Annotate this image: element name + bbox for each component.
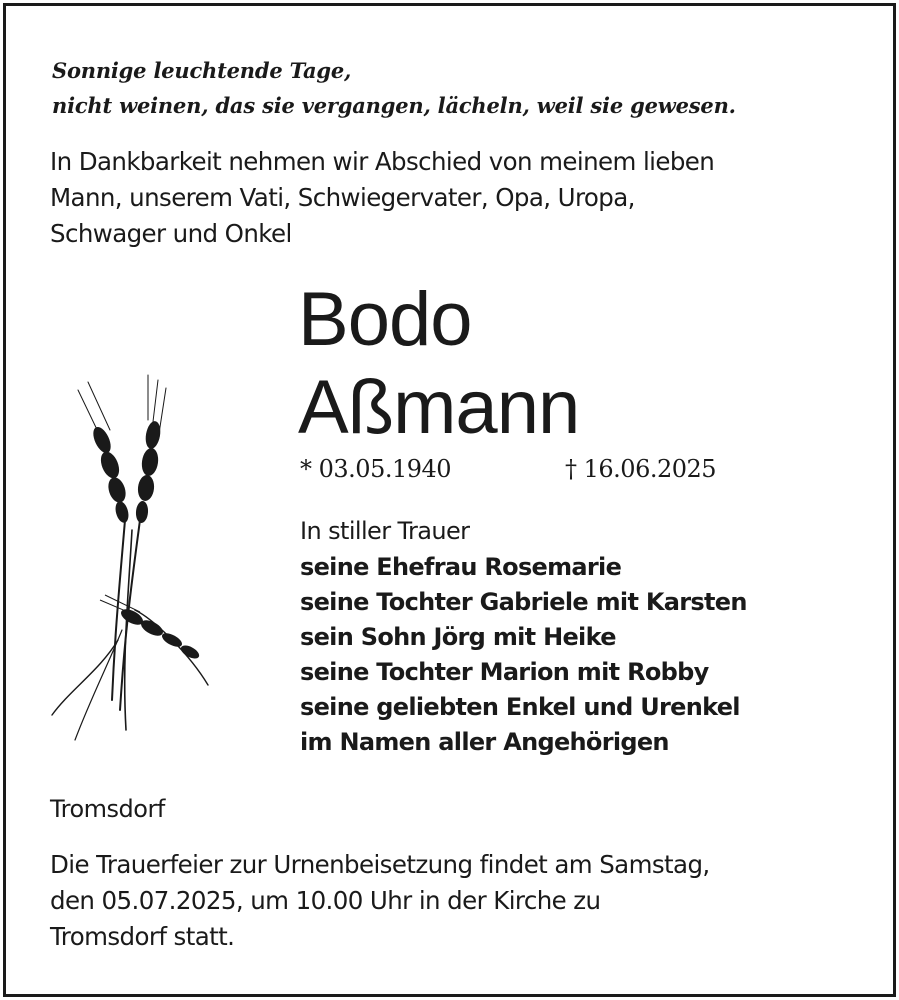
deceased-last-name: Aßmann bbox=[298, 365, 580, 450]
mourner-line: seine Tochter Gabriele mit Karsten bbox=[300, 588, 747, 616]
mourner-line: seine geliebten Enkel und Urenkel bbox=[300, 693, 740, 721]
intro-line-1: In Dankbarkeit nehmen wir Abschied von meinem lieben bbox=[50, 147, 715, 176]
footer-line-1: Die Trauerfeier zur Urnenbeisetzung findet am Samstag, bbox=[50, 850, 710, 879]
footer-line-2: den 05.07.2025, um 10.00 Uhr in der Kirche zu bbox=[50, 886, 601, 915]
deceased-first-name: Bodo bbox=[298, 277, 472, 362]
death-date: † 16.06.2025 bbox=[565, 455, 717, 483]
motto-line-2: nicht weinen, das sie vergangen, lächeln, weil sie gewesen. bbox=[52, 93, 736, 118]
mourner-line: im Namen aller Angehörigen bbox=[300, 728, 669, 756]
mourner-line: seine Ehefrau Rosemarie bbox=[300, 553, 622, 581]
intro-line-3: Schwager und Onkel bbox=[50, 219, 292, 248]
wheat-ears-icon bbox=[40, 370, 220, 750]
motto-line-1: Sonnige leuchtende Tage, bbox=[52, 58, 352, 83]
mourners-intro: In stiller Trauer bbox=[300, 517, 470, 545]
mourner-line: seine Tochter Marion mit Robby bbox=[300, 658, 709, 686]
mourner-line: sein Sohn Jörg mit Heike bbox=[300, 623, 616, 651]
footer-line-3: Tromsdorf statt. bbox=[50, 922, 235, 951]
place-name: Tromsdorf bbox=[50, 795, 165, 823]
birth-date: * 03.05.1940 bbox=[300, 455, 452, 483]
intro-line-2: Mann, unserem Vati, Schwiegervater, Opa, Uropa, bbox=[50, 183, 635, 212]
